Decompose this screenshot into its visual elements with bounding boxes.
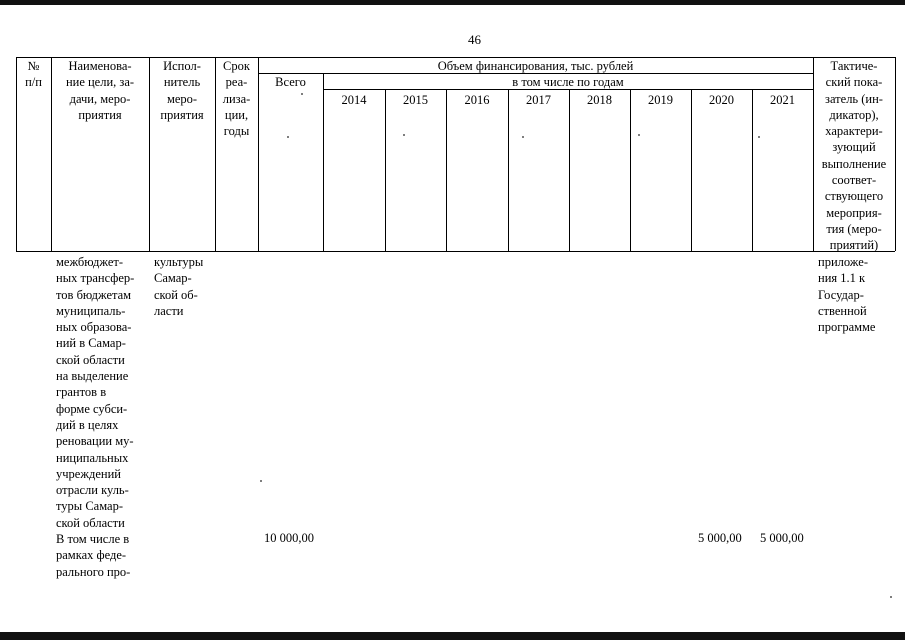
page-number: 46: [468, 32, 481, 47]
row-executor-continuation: культуры Самар- ской об- ласти: [154, 255, 204, 318]
row-total-value: 10 000,00: [264, 531, 314, 545]
header-total: Всего: [275, 75, 306, 89]
row-name-continuation: межбюджет- ных трансфер- тов бюджетам муниципаль- ных образова- ний в Самар- ской области на выделение грантов в форме субси- дий в целях реновации му- ниципальных учреждений отрасли куль- туры Самар- ской области В том числе в рамках феде- рального про-: [56, 255, 135, 579]
header-year-2020: 2020: [709, 93, 734, 107]
header-executor: Испол- нитель меро- приятия: [160, 59, 204, 122]
header-indicator: Тактиче- ский пока- затель (ин- дикатор), характери- зующий выполнение соответ- ствующего мероприя- тия (меро- приятий): [821, 59, 887, 253]
header-year-2018: 2018: [587, 93, 612, 107]
header-financing-title: Объем финансирования, тыс. рублей: [437, 59, 634, 73]
header-year-2014: 2014: [341, 93, 367, 107]
header-num: № п/п: [25, 59, 42, 90]
header-name: Наименова- ние цели, за- дачи, меро- приятия: [65, 59, 135, 122]
top-border: [0, 0, 905, 5]
header-year-2016: 2016: [464, 93, 490, 107]
row-indicator-continuation: приложе- ния 1.1 к Государ- ственной программе: [818, 255, 876, 335]
row-value-2021: 5 000,00: [760, 531, 804, 545]
row-value-2020: 5 000,00: [698, 531, 742, 545]
header-year-2017: 2017: [526, 93, 551, 107]
header-year-2019: 2019: [648, 93, 673, 107]
header-year-2021: 2021: [770, 93, 795, 107]
header-term: Срок реа- лиза- ции, годы: [222, 59, 251, 139]
bottom-border: [0, 632, 905, 640]
header-year-2015: 2015: [403, 93, 428, 107]
header-by-years: в том числе по годам: [512, 75, 624, 89]
